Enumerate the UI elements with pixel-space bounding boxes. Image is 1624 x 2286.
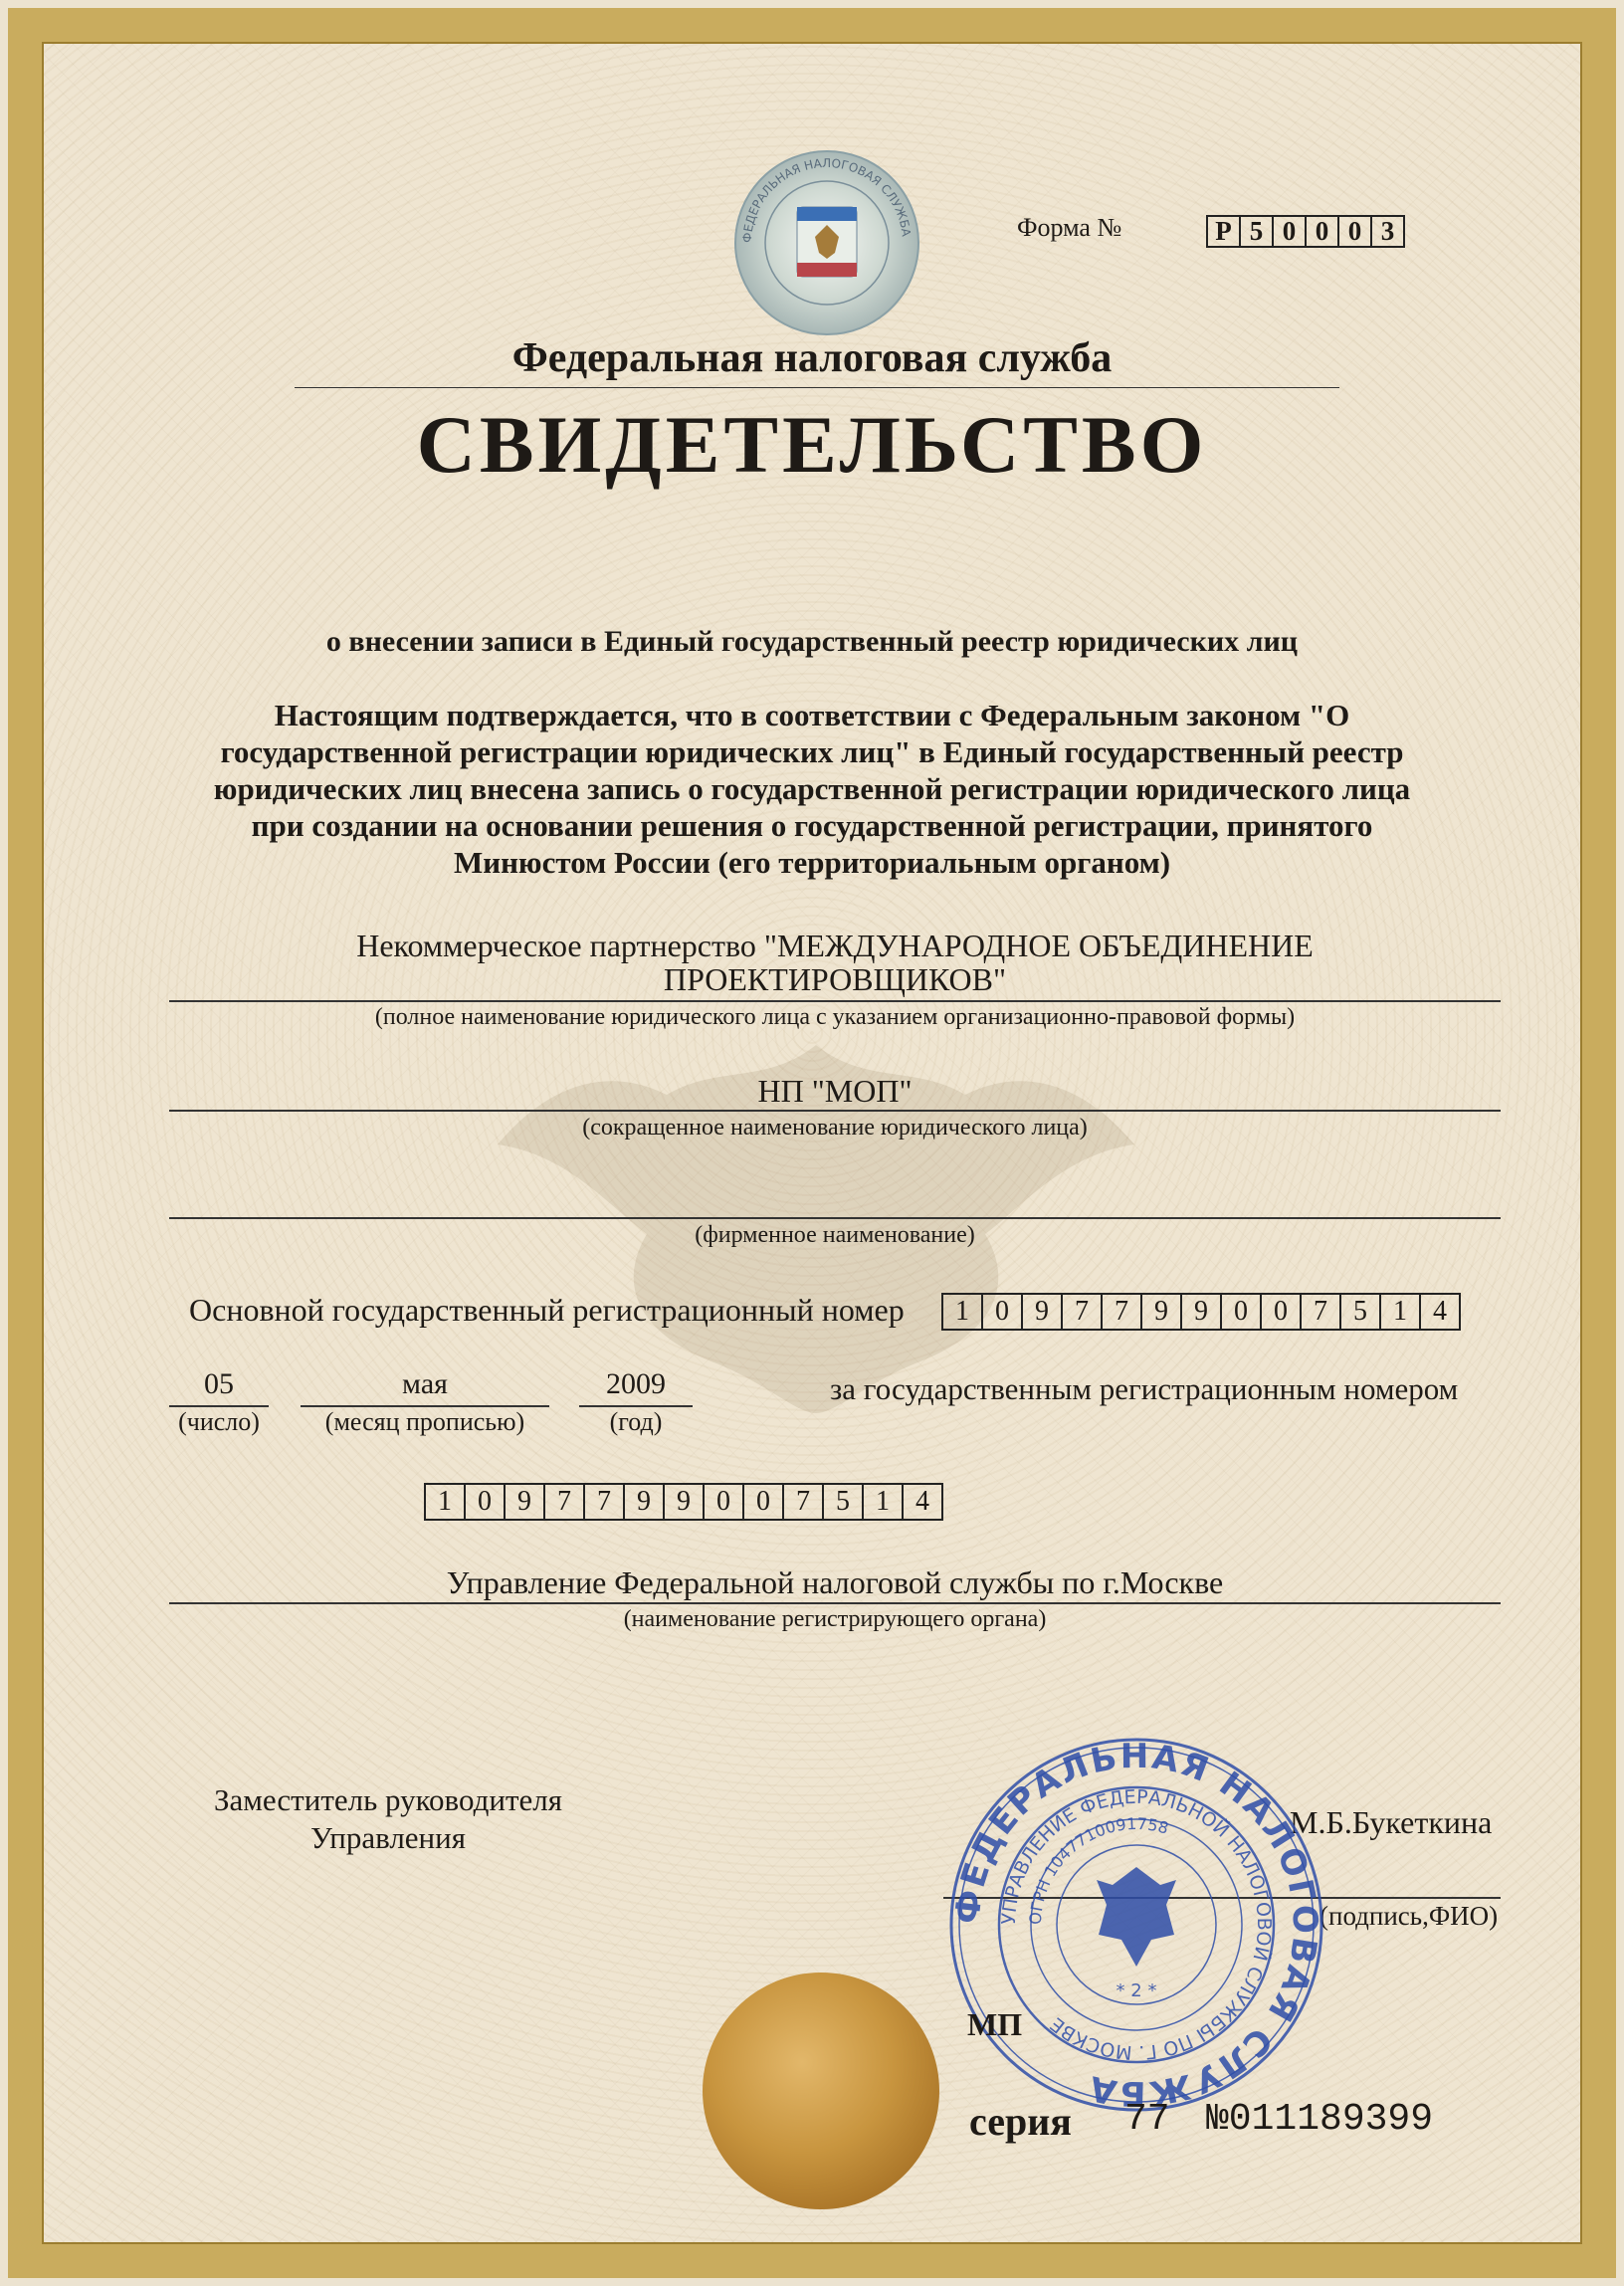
registering-authority: Управление Федеральной налоговой службы по г.Москве [446,1564,1224,1600]
eagle-watermark-icon [468,1005,1164,1423]
series-number: 77 [1124,2098,1170,2141]
form-code-cell: 0 [1305,215,1339,248]
short-name: НП "МОП" [757,1073,913,1109]
svg-text:* 2 *: * 2 * [1116,1980,1157,2001]
reg-digit: 7 [543,1483,585,1521]
form-code-cell: 0 [1272,215,1307,248]
ogrn-digit: 7 [1300,1293,1341,1331]
ogrn-digit: 7 [1061,1293,1103,1331]
ogrn-digit: 1 [1379,1293,1421,1331]
short-name-underline [169,1110,1501,1112]
ogrn-digit: 9 [1021,1293,1063,1331]
reg-digit: 1 [862,1483,904,1521]
document-title: СВИДЕТЕЛЬСТВО [416,399,1208,490]
reg-digit: 5 [822,1483,864,1521]
reg-digit: 0 [703,1483,744,1521]
hologram-emblem-icon [733,149,920,336]
full-name-line2: ПРОЕКТИРОВЩИКОВ" [663,961,1007,997]
registration-number-text: за государственным регистрационным номером [830,1371,1459,1406]
svg-text:УПРАВЛЕНИЕ ФЕДЕРАЛЬНОЙ НАЛОГОВ: УПРАВЛЕНИЕ ФЕДЕРАЛЬНОЙ НАЛОГОВОЙ СЛУЖБЫ ПО Г. МОСКВЕ [997,1785,1276,2064]
reg-digit: 9 [504,1483,545,1521]
ogrn-digit: 0 [981,1293,1023,1331]
authority-caption: (наименование регистрирующего органа) [623,1606,1047,1632]
firm-name-caption: (фирменное наименование) [695,1222,975,1248]
full-name-caption: (полное наименование юридического лица с указанием организационно-правовой формы) [374,1004,1296,1030]
form-code-cell: 3 [1370,215,1405,248]
ogrn-digit: 0 [1220,1293,1262,1331]
ogrn-boxes [943,1293,1461,1331]
date-month: мая [402,1367,448,1400]
ogrn-digit: 9 [1140,1293,1182,1331]
ogrn-digit: 9 [1180,1293,1222,1331]
reg-digit: 0 [464,1483,506,1521]
ogrn-digit: 7 [1101,1293,1142,1331]
svg-text:ОГРН 1047710091758: ОГРН 1047710091758 [1025,1813,1171,1926]
ogrn-label: Основной государственный регистрационный номер [189,1292,905,1328]
registration-number-boxes [426,1483,943,1521]
ogrn-digit: 1 [941,1293,983,1331]
reg-digit: 7 [782,1483,824,1521]
document-subtitle: о внесении записи в Единый государственный реестр юридических лиц [325,625,1299,658]
signature-caption: (подпись,ФИО) [1320,1901,1499,1931]
date-day-caption: (число) [178,1407,260,1436]
series-label: серия [969,2099,1072,2144]
confirmation-paragraph: Настоящим подтверждается, что в соответствии с Федеральным законом "О государственной регистрации юридических лиц" в Единый государственный реестр юридических лиц внесена запись о государственной регистрации юридического лица при создании на основании решения о государственной регистрации, принятого Минюстом России (его территориальным органом) [213,698,1411,880]
form-code-cell: 5 [1239,215,1274,248]
ogrn-digit: 0 [1260,1293,1302,1331]
gold-seal-icon [703,1973,939,2209]
date-year: 2009 [606,1367,666,1400]
certificate-number: №011189399 [1206,2098,1434,2141]
round-stamp-icon [947,1736,1325,2114]
reg-digit: 4 [902,1483,943,1521]
form-code-cell: Р [1206,215,1241,248]
signatory-title: Заместитель руководителя Управления [213,1782,562,1855]
reg-digit: 7 [583,1483,625,1521]
authority-underline [169,1602,1501,1604]
firm-name-underline [169,1217,1501,1219]
reg-digit: 1 [424,1483,466,1521]
date-month-caption: (месяц прописью) [324,1407,525,1436]
stamp-place-label: МП [967,2006,1023,2042]
reg-digit: 9 [663,1483,705,1521]
date-year-caption: (год) [609,1407,663,1436]
reg-digit: 0 [742,1483,784,1521]
short-name-caption: (сокращенное наименование юридического лица) [582,1115,1088,1141]
form-code-boxes [1208,215,1405,248]
full-name-underline [169,1000,1501,1002]
reg-digit: 9 [623,1483,665,1521]
date-day: 05 [204,1367,234,1400]
form-code-cell: 0 [1337,215,1372,248]
signatory-name: М.Б.Букеткина [1290,1804,1493,1840]
ogrn-digit: 4 [1419,1293,1461,1331]
svg-text:ФЕДЕРАЛЬНАЯ НАЛОГОВАЯ СЛУЖБА: ФЕДЕРАЛЬНАЯ НАЛОГОВАЯ СЛУЖБА [947,1736,1325,2114]
agency-name: Федеральная налоговая служба [511,335,1113,381]
full-name-line1: Некоммерческое партнерство "МЕЖДУНАРОДНОЕ ОБЪЕДИНЕНИЕ [356,928,1314,963]
ogrn-digit: 5 [1339,1293,1381,1331]
agency-underline [295,387,1339,388]
svg-text:ФЕДЕРАЛЬНАЯ НАЛОГОВАЯ СЛУЖБА: ФЕДЕРАЛЬНАЯ НАЛОГОВАЯ СЛУЖБА [739,155,914,244]
form-label: Форма № [1017,213,1122,242]
